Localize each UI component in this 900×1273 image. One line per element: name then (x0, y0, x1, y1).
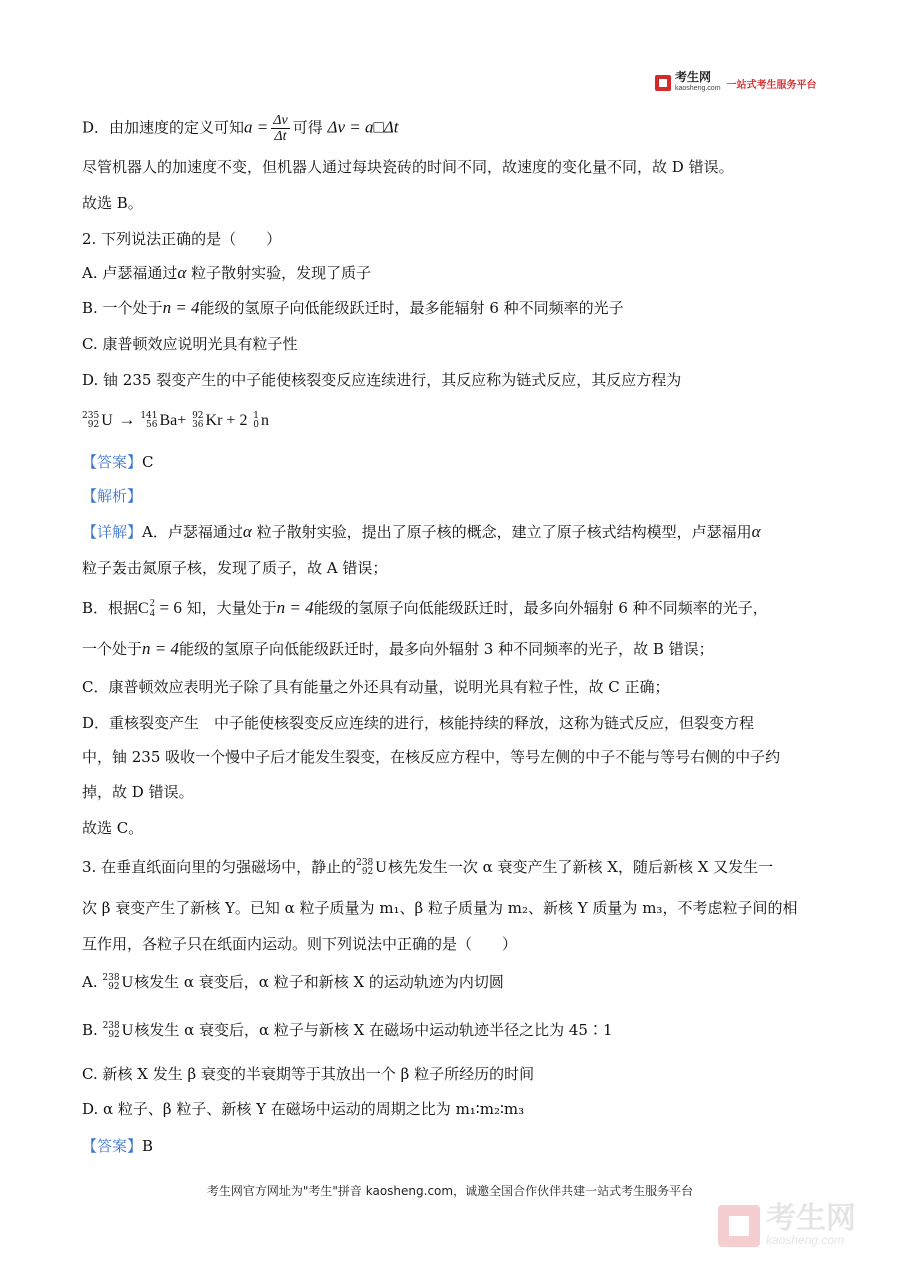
header-logo (655, 72, 817, 94)
symbol: n (260, 412, 269, 429)
comb-top: 2 (149, 598, 155, 609)
nuclide-kr (192, 411, 247, 431)
mass-number: 238 (102, 973, 120, 983)
math-alpha: α (751, 522, 761, 541)
answer-2 (82, 452, 154, 472)
detail-label: 【详解】 (82, 523, 143, 541)
watermark-brand: 考生网 (766, 1202, 856, 1235)
nuclide-neutron (253, 411, 269, 431)
q3-option-a (82, 972, 504, 993)
text: D．由加速度的定义可知 (82, 118, 245, 137)
logo-mark-icon (655, 75, 671, 91)
nuclide-u235 (82, 411, 113, 431)
fraction (271, 113, 289, 144)
logo-slogan: 一站式考生服务平台 (726, 79, 817, 91)
arrow: → (118, 410, 136, 429)
analysis-label (82, 486, 142, 506)
math-n4: n = 4 (162, 298, 200, 317)
answer-value: C (142, 453, 154, 471)
analysis-text: 【解析】 (82, 487, 143, 505)
answer-value: B (142, 1137, 154, 1155)
paragraph: 尽管机器人的加速度不变，但机器人通过每块瓷砖的时间不同，故速度的变化量不同，故 D 错误。 (82, 158, 734, 176)
text: 能级的氢原子向低能级跃迁时，最多向外辐射 3 种不同频率的光子，故 B 错误； (179, 640, 714, 658)
explain-b-1 (82, 598, 768, 619)
answer-label: 【答案】 (82, 453, 143, 471)
text: 3. 在垂直纸面向里的匀强磁场中，静止的 (82, 858, 357, 876)
text: B. 一个处于 (82, 299, 163, 317)
text: 能级的氢原子向低能级跃迁时，最多能辐射 6 种不同频率的光子 (199, 299, 624, 317)
atomic-number: 92 (361, 867, 374, 877)
text: 可得 (292, 118, 323, 137)
symbol: U (121, 1022, 134, 1039)
frac-den: Δt (274, 129, 287, 144)
atomic-number: 0 (253, 420, 259, 430)
question-3-line-1 (82, 857, 773, 878)
nuclide-u238 (103, 1021, 134, 1041)
atomic-number: 56 (146, 420, 158, 430)
q3-option-c: C. 新核 X 发生 β 衰变的半衰期等于其放出一个 β 粒子所经历的时间 (82, 1065, 535, 1083)
math-a: a = (244, 117, 269, 137)
nuclide-ba (140, 411, 186, 431)
question-3-line-3: 互作用，各粒子只在纸面内运动。则下列说法中正确的是（ ） (82, 935, 518, 953)
explain-a-1 (82, 522, 761, 542)
frac-num: Δv (273, 113, 288, 128)
q2-option-a (82, 263, 371, 283)
symbol: U (121, 974, 134, 991)
nuclide-u238 (102, 973, 133, 993)
text: B. (82, 1021, 98, 1039)
text: 核先发生一次 α 衰变产生了新核 X，随后新核 X 又发生一 (387, 858, 774, 876)
math-n4: n = 4 (142, 639, 179, 658)
text: A. 卢瑟福通过 (82, 264, 178, 282)
math-alpha: α (177, 263, 187, 282)
paragraph: 故选 C。 (82, 819, 144, 837)
explain-a-2: 粒子轰击氮原子核，发现了质子，故 A 错误； (82, 559, 388, 577)
mass-number: 238 (102, 1021, 120, 1031)
math-n4: n = 4 (276, 598, 314, 617)
math-eq: = 6 (159, 598, 182, 617)
mass-number: 235 (82, 411, 100, 421)
page-footer: 考生网官方网址为"考生"拼音 kaosheng.com，诚邀全国合作伙伴共建一站式考生服务平台 (206, 1184, 694, 1198)
text: 粒子散射实验，发现了质子 (191, 264, 372, 282)
mass-number: 92 (192, 411, 204, 421)
mass-number: 238 (356, 858, 374, 868)
explain-d-2: 中，铀 235 吸收一个慢中子后才能发生裂变，在核反应方程中，等号左侧的中子不能与等号右侧的中子约 (82, 748, 781, 766)
combination (138, 599, 155, 619)
nuclide-u238 (356, 858, 387, 878)
watermark-logo-icon (718, 1205, 760, 1247)
atomic-number: 36 (192, 420, 204, 430)
math-dv: Δv = a□Δt (327, 117, 399, 137)
watermark-domain: kaosheng.com (766, 1233, 845, 1247)
math-alpha: α (242, 522, 252, 541)
symbol: U (375, 859, 387, 876)
q2-option-c: C. 康普顿效应说明光具有粒子性 (82, 335, 298, 353)
symbol: Ba+ (159, 412, 187, 429)
atomic-number: 92 (108, 982, 120, 992)
text: B．根据 (82, 599, 139, 617)
comb-symbol: C (138, 600, 149, 617)
text: 一个处于 (82, 640, 143, 658)
mass-number: 141 (140, 411, 158, 421)
atomic-number: 92 (108, 1030, 120, 1040)
question-3-line-2: 次 β 衰变产生了新核 Y。已知 α 粒子质量为 m₁、β 粒子质量为 m₂、新核 Y 质量为 m₃，不考虑粒子间的相 (82, 899, 798, 917)
explain-c: C．康普顿效应表明光子除了具有能量之外还具有动量，说明光具有粒子性，故 C 正确； (82, 678, 670, 696)
option-d-line (82, 113, 398, 144)
nuclear-equation (82, 410, 270, 431)
atomic-number: 92 (87, 420, 100, 430)
logo-domain: kaosheng.com (675, 85, 721, 92)
text: 核发生 α 衰变后，α 粒子和新核 X 的运动轨迹为内切圆 (134, 973, 504, 991)
text: A．卢瑟福通过 (142, 523, 243, 541)
paragraph: 故选 B。 (82, 194, 143, 212)
text: 粒子散射实验，提出了原子核的概念，建立了原子核式结构模型，卢瑟福用 (256, 523, 752, 541)
symbol: Kr + 2 (205, 412, 248, 429)
explain-b-2 (82, 639, 714, 659)
q3-option-d: D. α 粒子、β 粒子、新核 Y 在磁场中运动的周期之比为 m₁∶m₂∶m₃ (82, 1100, 525, 1118)
answer-label: 【答案】 (82, 1137, 143, 1155)
text: 核发生 α 衰变后，α 粒子与新核 X 在磁场中运动轨迹半径之比为 45∶1 (134, 1021, 613, 1039)
q3-option-b (82, 1020, 613, 1041)
symbol: U (101, 412, 113, 429)
comb-bottom: 4 (149, 608, 155, 619)
mass-number: 1 (253, 411, 259, 421)
text: A. (82, 973, 98, 991)
text: 能级的氢原子向低能级跃迁时，最多向外辐射 6 种不同频率的光子， (313, 599, 768, 617)
q2-option-d: D. 铀 235 裂变产生的中子能使核裂变反应连续进行，其反应称为链式反应，其反应方程为 (82, 371, 682, 389)
watermark (718, 1202, 856, 1247)
answer-3 (82, 1136, 153, 1156)
explain-d-3: 掉，故 D 错误。 (82, 783, 194, 801)
explain-d-1: D．重核裂变产生 中子能使核裂变反应连续的进行，核能持续的释放，这称为链式反应，但裂变方程 (82, 714, 755, 732)
question-2: 2. 下列说法正确的是（ ） (82, 230, 282, 248)
q2-option-b (82, 298, 624, 318)
text: 知，大量处于 (186, 599, 277, 617)
logo-brand: 考生网 (675, 70, 712, 84)
